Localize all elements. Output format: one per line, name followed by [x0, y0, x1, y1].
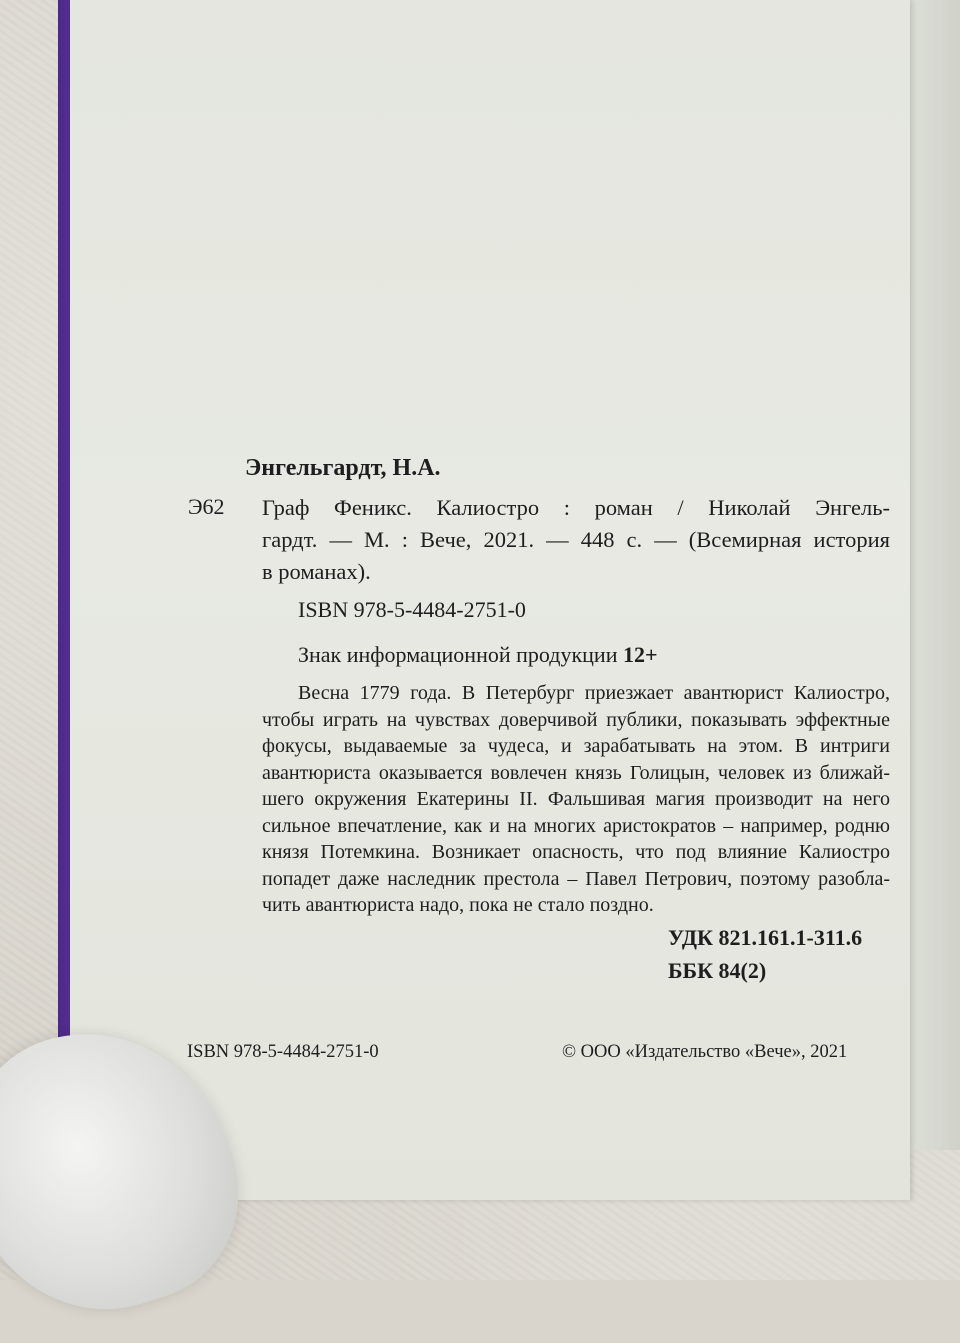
- age-rating: 12+: [622, 642, 658, 667]
- bib-line: Граф Феникс. Калиостро : роман / Николай Энгель-: [262, 495, 890, 520]
- footer-isbn: ISBN 978-5-4484-2751-0: [187, 1042, 379, 1062]
- annotation-line: попадет даже наследник престола – Павел Петрович, поэтому разобла-: [262, 867, 890, 890]
- annotation-line: фокусы, выдаваемые за чудеса, и зарабатывать на этом. В интриги: [262, 735, 890, 757]
- annotation-line: авантюриста оказывается вовлечен князь Голицын, человек из ближай-: [262, 761, 890, 784]
- author-heading: Энгельгардт, Н.А.: [245, 455, 441, 481]
- annotation-line: чтобы играть на чувствах доверчивой публики, показывать эффектные: [262, 708, 890, 731]
- age-sign: [298, 642, 658, 668]
- annotation-line: шего окружения Екатерины II. Фальшивая магия производит на него: [262, 788, 890, 810]
- annotation-line: чить авантюриста надо, пока не стало поздно.: [262, 894, 654, 916]
- bbk-code: ББК 84(2): [668, 958, 767, 983]
- isbn: ISBN 978-5-4484-2751-0: [298, 597, 526, 622]
- copyright: © ООО «Издательство «Вече», 2021: [562, 1042, 848, 1062]
- annotation-line: сильное впечатление, как и на многих аристократов – например, родню: [262, 814, 890, 837]
- annotation-line: князя Потемкина. Возникает опасность, что под влияние Калиостро: [262, 841, 890, 863]
- bibliographic-description: [262, 492, 890, 588]
- bib-line: в романах).: [262, 559, 371, 584]
- annotation: [262, 680, 890, 919]
- annotation-line: Весна 1779 года. В Петербург приезжает авантюрист Калиостро,: [298, 682, 890, 704]
- bib-line: гардт. — М. : Вече, 2021. — 448 с. — (Всемирная история: [262, 527, 890, 552]
- udk-code: УДК 821.161.1-311.6: [668, 925, 863, 950]
- author-mark: Э62: [188, 494, 225, 519]
- age-sign-label: Знак информационной продукции: [298, 642, 618, 667]
